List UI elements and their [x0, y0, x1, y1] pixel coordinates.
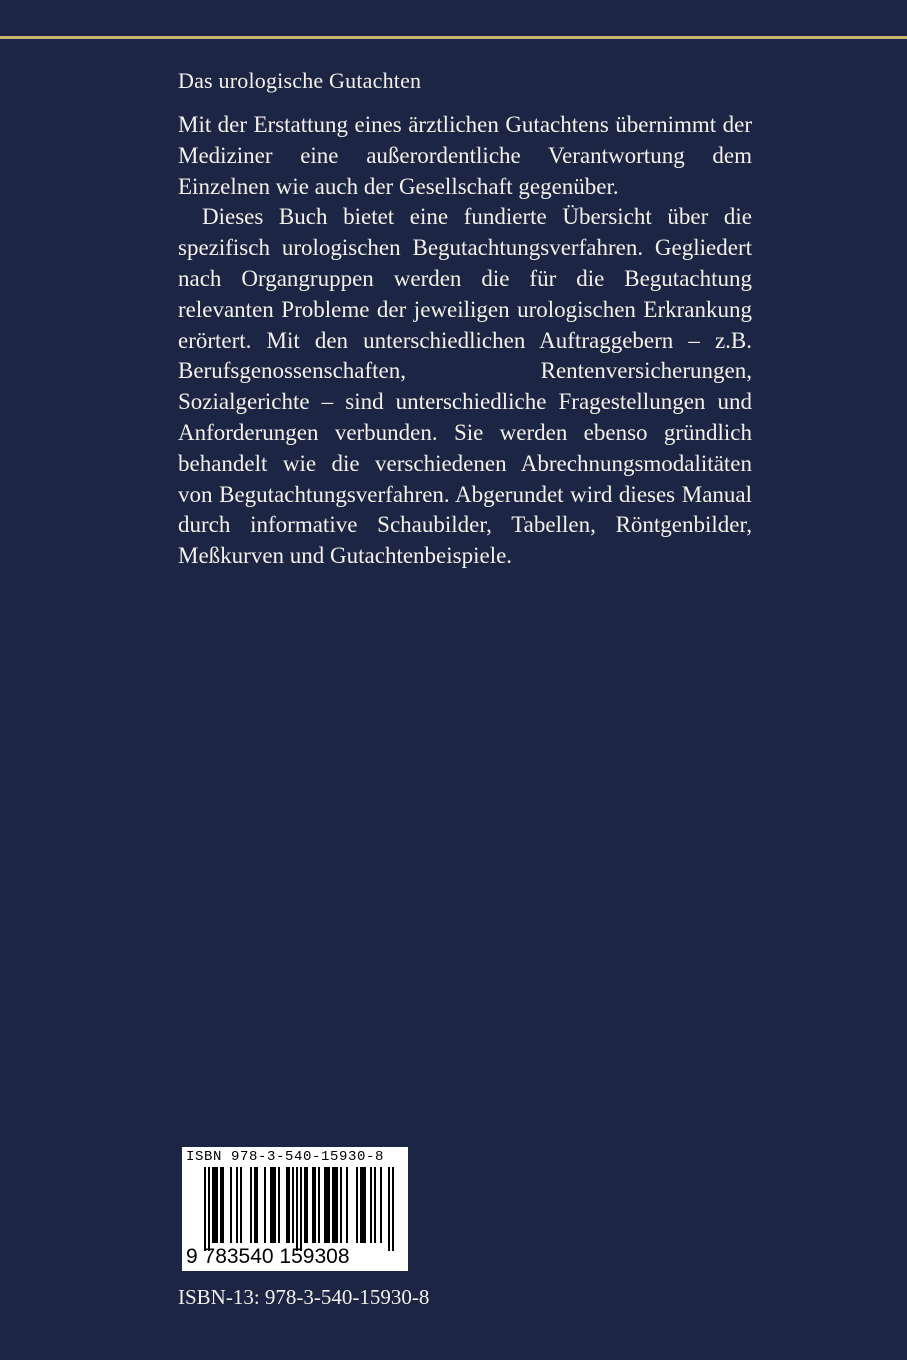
- barcode-bar: [270, 1167, 272, 1243]
- barcode-bar: [230, 1167, 232, 1243]
- barcode-bar: [286, 1167, 288, 1243]
- blurb-paragraph-1: Mit der Erstattung eines ärztlichen Gutachtens übernimmt der Mediziner eine außerordentliche Verantwortung dem Einzelnen wie auch der Gesellschaft gegenüber.: [178, 112, 752, 199]
- barcode-bar: [292, 1167, 294, 1243]
- top-gold-rule: [0, 36, 907, 39]
- barcode-bar: [204, 1167, 206, 1251]
- barcode-bar: [380, 1167, 382, 1243]
- barcode-bar: [374, 1167, 376, 1243]
- barcode-bar: [332, 1167, 334, 1243]
- barcode-bar: [256, 1167, 258, 1243]
- isbn-13: ISBN-13: 978-3-540-15930-8: [178, 1285, 430, 1309]
- barcode-bar: [312, 1167, 314, 1243]
- barcode-bar: [392, 1167, 394, 1251]
- barcode-bar: [318, 1167, 320, 1243]
- barcode-bar: [306, 1167, 308, 1243]
- barcode-bar: [250, 1167, 252, 1243]
- barcode-bar: [254, 1167, 256, 1243]
- book-title: Das urologische Gutachten: [178, 68, 422, 93]
- barcode-bar: [340, 1167, 342, 1243]
- barcode-bar: [346, 1167, 348, 1243]
- barcode-digits: 9 783540 159308: [186, 1245, 350, 1268]
- barcode-bar: [240, 1167, 242, 1243]
- barcode-bar: [360, 1167, 362, 1243]
- barcode-bar: [364, 1167, 366, 1243]
- barcode-bar: [304, 1167, 306, 1243]
- barcode-bar: [356, 1167, 358, 1243]
- barcode-bar: [274, 1167, 276, 1243]
- barcode-bar: [324, 1167, 326, 1243]
- barcode-bar: [272, 1167, 274, 1243]
- barcode: [182, 1147, 408, 1271]
- barcode-bar: [222, 1167, 224, 1243]
- barcode-bar: [336, 1167, 338, 1243]
- barcode-bar: [216, 1167, 218, 1243]
- blurb-text: [178, 110, 752, 572]
- barcode-bar: [362, 1167, 364, 1243]
- barcode-bar: [296, 1167, 298, 1251]
- barcode-bar: [220, 1167, 222, 1243]
- barcode-bar: [214, 1167, 216, 1243]
- barcode-isbn-text: ISBN 978-3-540-15930-8: [186, 1149, 385, 1165]
- barcode-bar: [326, 1167, 328, 1243]
- barcode-bar: [278, 1167, 280, 1243]
- blurb-paragraph-2: Dieses Buch bietet eine fundierte Übersicht über die spezifisch urologischen Begutachtungsverfahren. Gegliedert nach Organgruppen werden die für die Begutachtung relevanten Probleme der jeweiligen urologischen Erkrankung erörtert. Mit den unterschiedlichen Auftraggebern – z.B. Berufsgenossenschaften, Rentenversicherungen, Sozialgerichte – sind unterschiedliche Fragestellungen und Anforderungen verbunden. Sie werden ebenso gründlich behandelt wie die verschiedenen Abrechnungsmodalitäten von Begutachtungsverfahren. Abgerundet wird dieses Manual durch informative Schaubilder, Tabellen, Röntgenbilder, Meßkurven und Gutachtenbeispiele.: [178, 204, 752, 569]
- barcode-bar: [334, 1167, 336, 1243]
- barcode-bar: [388, 1167, 390, 1251]
- barcode-bar: [236, 1167, 238, 1243]
- barcode-bar: [314, 1167, 316, 1243]
- barcode-bar: [288, 1167, 290, 1243]
- barcode-bar: [300, 1167, 302, 1251]
- barcode-bar: [264, 1167, 266, 1243]
- barcode-bar: [208, 1167, 210, 1251]
- barcode-bar: [212, 1167, 214, 1243]
- barcode-bar: [370, 1167, 372, 1243]
- barcode-bar: [328, 1167, 330, 1243]
